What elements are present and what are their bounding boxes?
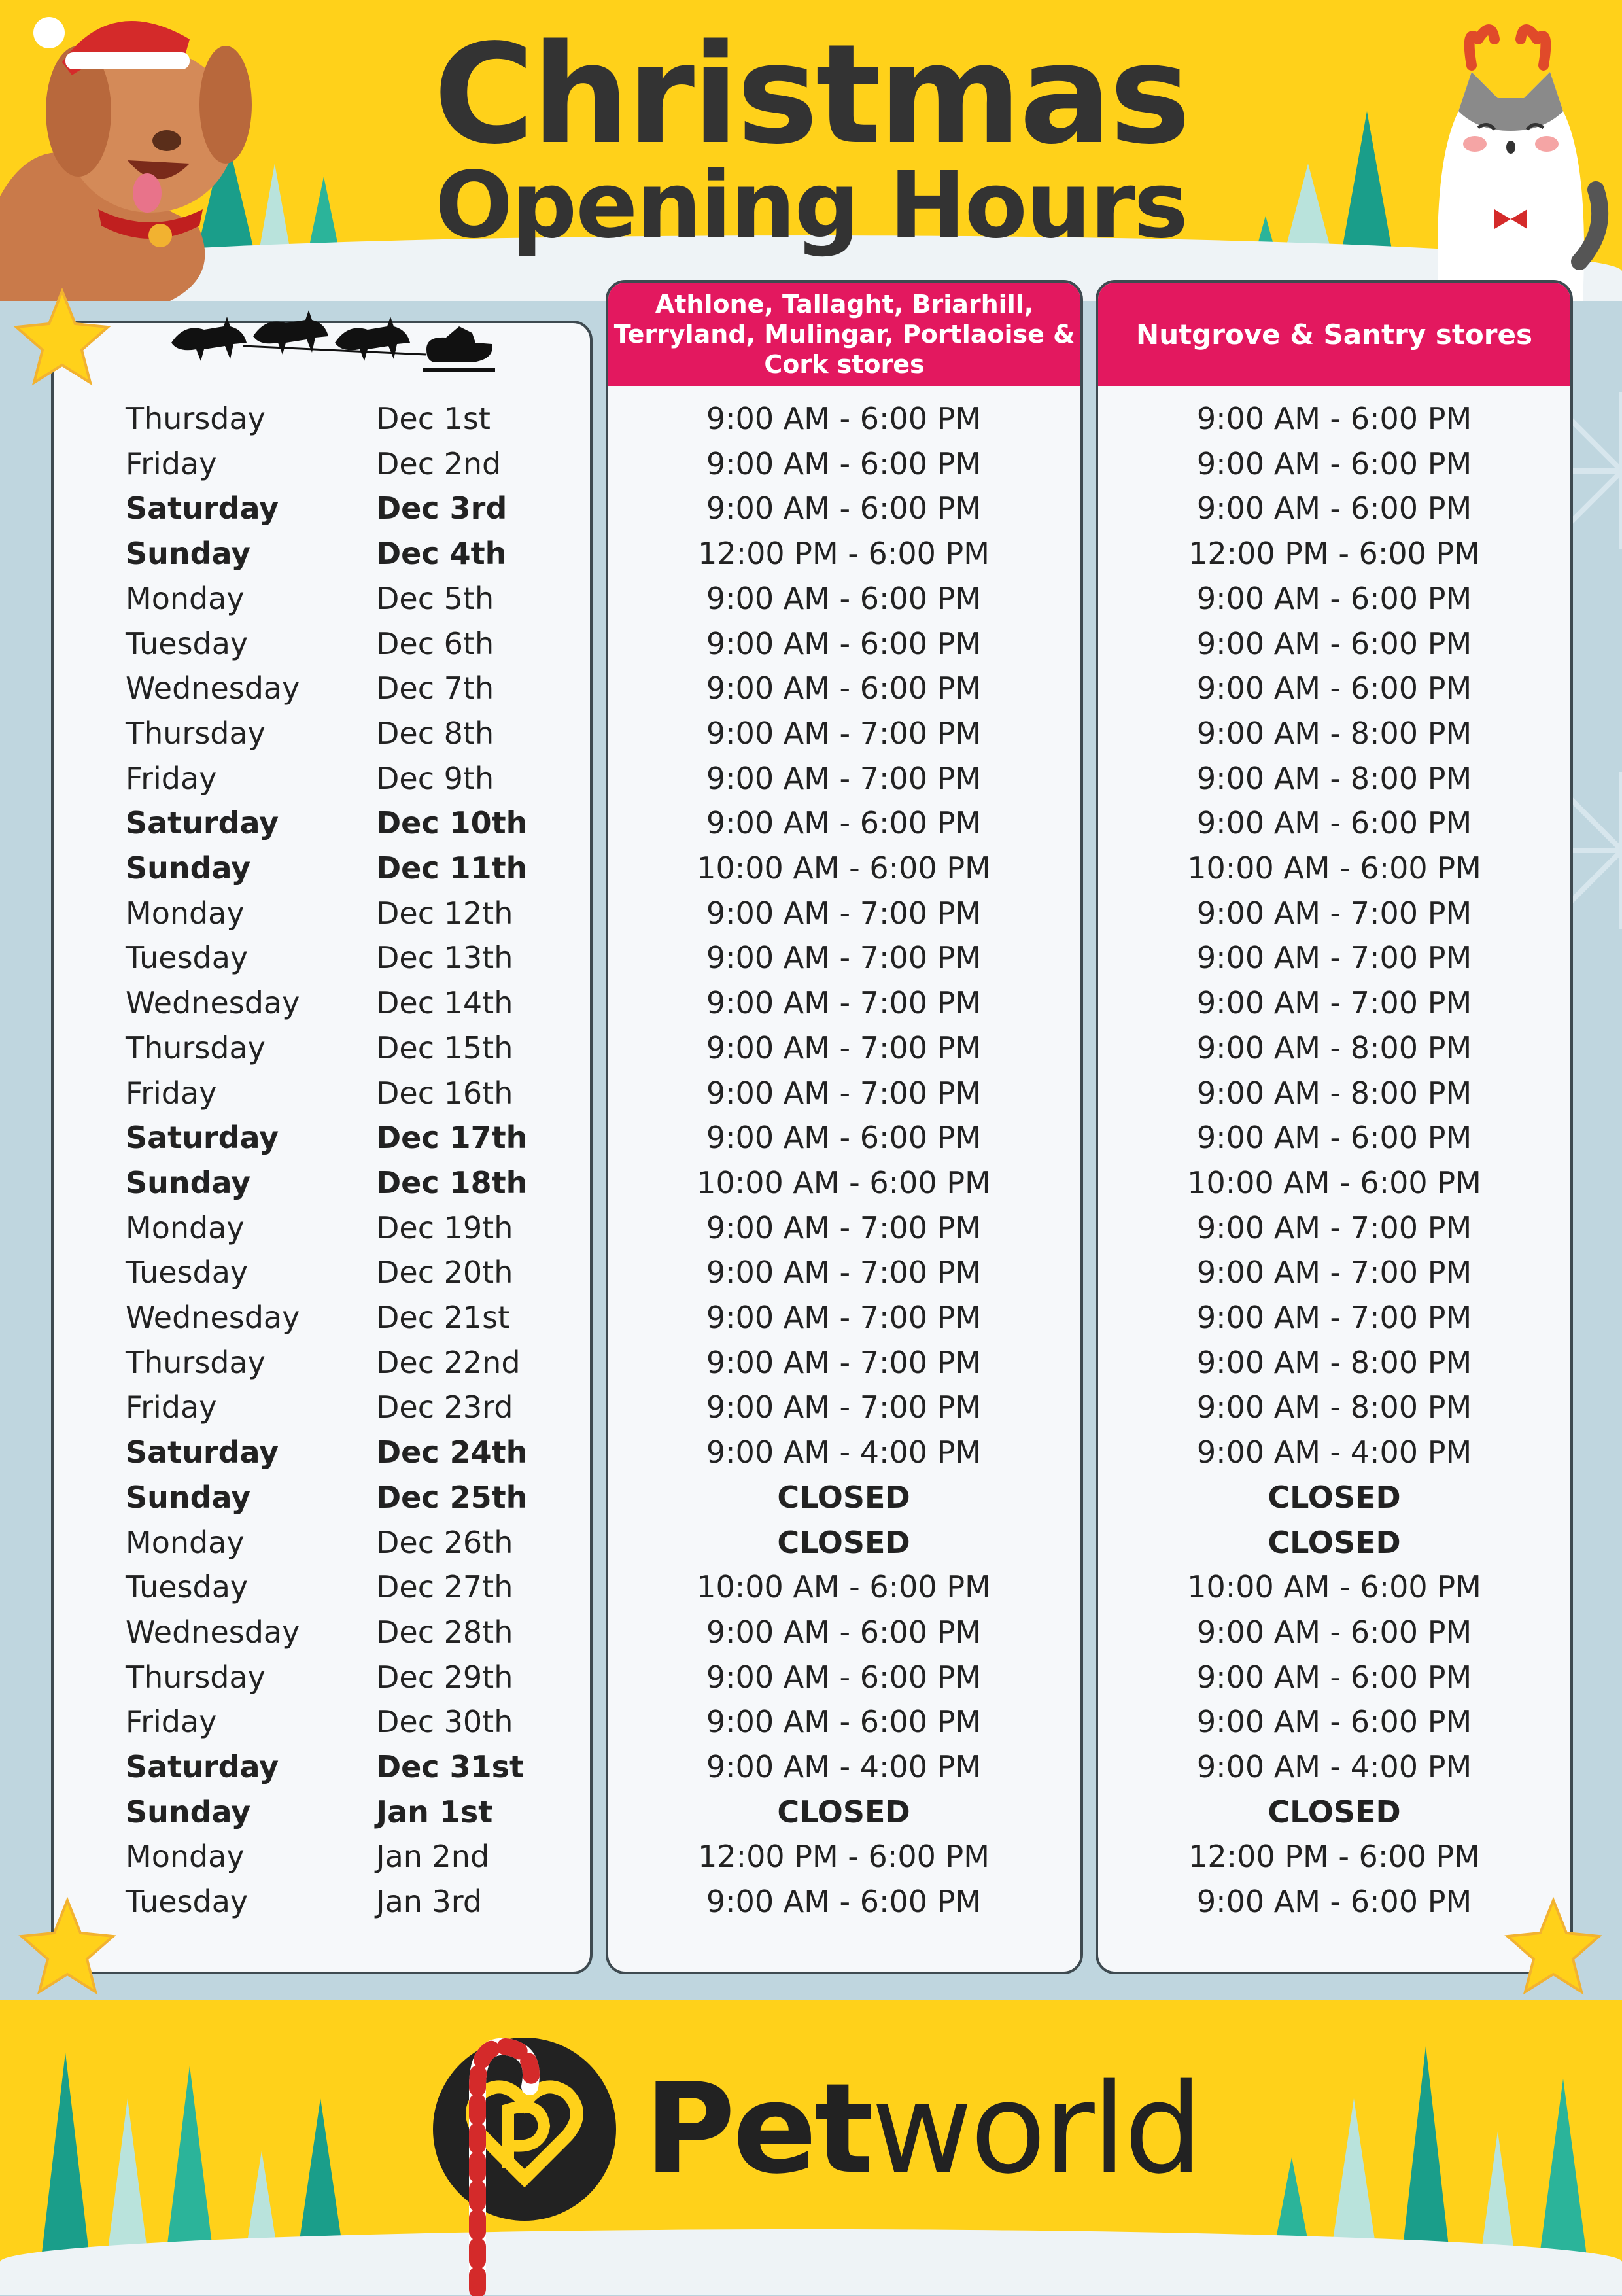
date-label: Dec 7th xyxy=(376,670,494,706)
snow-bank xyxy=(0,2229,1622,2295)
date-label: Jan 3rd xyxy=(376,1884,483,1920)
schedule-row xyxy=(0,1160,1622,1205)
date-label: Dec 30th xyxy=(376,1704,513,1740)
date-label: Jan 2nd xyxy=(376,1839,490,1875)
day-label: Wednesday xyxy=(126,1300,300,1335)
hours-group1: 9:00 AM - 6:00 PM xyxy=(706,1704,982,1740)
header-banner xyxy=(0,0,1622,301)
date-label: Dec 18th xyxy=(376,1164,528,1200)
hours-group2: 9:00 AM - 7:00 PM xyxy=(1196,985,1472,1021)
hours-group2: 9:00 AM - 6:00 PM xyxy=(1196,1884,1472,1920)
hours-group2: 9:00 AM - 6:00 PM xyxy=(1196,491,1472,527)
hours-group1: 9:00 AM - 7:00 PM xyxy=(706,985,982,1021)
hours-group2: 9:00 AM - 6:00 PM xyxy=(1196,625,1472,661)
date-label: Dec 9th xyxy=(376,760,494,796)
day-label: Monday xyxy=(126,895,245,931)
day-label: Saturday xyxy=(126,491,279,527)
day-label: Wednesday xyxy=(126,985,300,1021)
brand-name xyxy=(644,2057,1201,2201)
schedule-row xyxy=(0,890,1622,935)
schedule-row xyxy=(0,1879,1622,1924)
date-label: Dec 16th xyxy=(376,1075,513,1111)
date-label: Dec 11th xyxy=(376,850,528,886)
page-subtitle: Opening Hours xyxy=(435,152,1187,259)
date-label: Dec 1st xyxy=(376,401,491,436)
schedule-row xyxy=(0,1474,1622,1520)
date-label: Dec 26th xyxy=(376,1524,513,1560)
day-label: Friday xyxy=(126,1704,217,1740)
date-label: Dec 21st xyxy=(376,1300,510,1335)
day-label: Sunday xyxy=(126,1794,251,1830)
date-label: Dec 28th xyxy=(376,1614,513,1650)
hours-group1: 9:00 AM - 7:00 PM xyxy=(706,715,982,751)
date-label: Dec 23rd xyxy=(376,1389,513,1425)
day-label: Sunday xyxy=(126,850,251,886)
day-label: Sunday xyxy=(126,1164,251,1200)
day-label: Saturday xyxy=(126,1749,279,1784)
hours-group1: 9:00 AM - 7:00 PM xyxy=(706,1300,982,1335)
cat-with-antlers-icon xyxy=(1413,13,1609,301)
brand-name-part1: Pet xyxy=(644,2057,871,2201)
schedule-row xyxy=(0,621,1622,666)
hours-group1: 10:00 AM - 6:00 PM xyxy=(697,1569,991,1605)
schedule-row xyxy=(0,1249,1622,1295)
hours-group2: 12:00 PM - 6:00 PM xyxy=(1188,1839,1480,1875)
schedule-row xyxy=(0,1699,1622,1744)
date-label: Dec 4th xyxy=(376,536,507,572)
schedule-row xyxy=(0,1070,1622,1115)
hours-group1: 9:00 AM - 7:00 PM xyxy=(706,940,982,976)
day-label: Tuesday xyxy=(126,940,249,976)
hours-group1: 9:00 AM - 6:00 PM xyxy=(706,1120,982,1156)
column-header-group1: Athlone, Tallaght, Briarhill, Terryland, Mulingar, Portlaoise & Cork stores xyxy=(608,283,1080,386)
hours-group1: 9:00 AM - 7:00 PM xyxy=(706,1344,982,1380)
schedule-row xyxy=(0,845,1622,890)
hours-group2: CLOSED xyxy=(1268,1479,1401,1515)
day-label: Monday xyxy=(126,1524,245,1560)
day-label: Friday xyxy=(126,1389,217,1425)
day-label: Tuesday xyxy=(126,625,249,661)
day-label: Thursday xyxy=(126,715,266,751)
schedule-row xyxy=(0,531,1622,576)
day-label: Thursday xyxy=(126,1344,266,1380)
date-label: Dec 6th xyxy=(376,625,494,661)
hours-group1: 12:00 PM - 6:00 PM xyxy=(698,1839,990,1875)
day-label: Sunday xyxy=(126,1479,251,1515)
hours-group2: 9:00 AM - 8:00 PM xyxy=(1196,715,1472,751)
schedule-row xyxy=(0,935,1622,980)
schedule-row xyxy=(0,665,1622,710)
hours-group2: 9:00 AM - 6:00 PM xyxy=(1196,401,1472,436)
schedule-row xyxy=(0,1205,1622,1250)
hours-group2: 9:00 AM - 6:00 PM xyxy=(1196,1704,1472,1740)
date-label: Dec 22nd xyxy=(376,1344,521,1380)
hours-group2: 9:00 AM - 8:00 PM xyxy=(1196,760,1472,796)
hours-group2: 9:00 AM - 8:00 PM xyxy=(1196,1030,1472,1066)
date-label: Dec 25th xyxy=(376,1479,528,1515)
schedule-row xyxy=(0,1654,1622,1699)
schedule-row xyxy=(0,396,1622,441)
schedule-row xyxy=(0,980,1622,1025)
date-label: Dec 27th xyxy=(376,1569,513,1605)
day-label: Wednesday xyxy=(126,1614,300,1650)
day-label: Tuesday xyxy=(126,1569,249,1605)
schedule-row xyxy=(0,1834,1622,1879)
day-label: Friday xyxy=(126,760,217,796)
hours-group2: CLOSED xyxy=(1268,1524,1401,1560)
hours-group1: 9:00 AM - 4:00 PM xyxy=(706,1749,982,1784)
schedule-row xyxy=(0,576,1622,621)
schedule-row xyxy=(0,1025,1622,1070)
page-title: Christmas xyxy=(433,14,1189,175)
date-label: Dec 24th xyxy=(376,1435,528,1470)
day-label: Tuesday xyxy=(126,1255,249,1291)
hours-group2: 9:00 AM - 6:00 PM xyxy=(1196,805,1472,841)
hours-group2: 9:00 AM - 8:00 PM xyxy=(1196,1075,1472,1111)
hours-group1: 9:00 AM - 4:00 PM xyxy=(706,1435,982,1470)
date-label: Dec 19th xyxy=(376,1209,513,1245)
day-label: Thursday xyxy=(126,401,266,436)
date-label: Dec 17th xyxy=(376,1120,528,1156)
day-label: Saturday xyxy=(126,1435,279,1470)
hours-group2: 9:00 AM - 6:00 PM xyxy=(1196,1120,1472,1156)
schedule-row xyxy=(0,1429,1622,1474)
candy-cane-icon xyxy=(438,2021,543,2296)
day-label: Monday xyxy=(126,1209,245,1245)
date-label: Dec 29th xyxy=(376,1659,513,1695)
schedule-row xyxy=(0,800,1622,845)
date-label: Dec 20th xyxy=(376,1255,513,1291)
hours-group2: 10:00 AM - 6:00 PM xyxy=(1187,1569,1481,1605)
hours-group2: 9:00 AM - 6:00 PM xyxy=(1196,445,1472,481)
schedule-row xyxy=(0,1384,1622,1429)
hours-group1: 9:00 AM - 6:00 PM xyxy=(706,491,982,527)
hours-group1: CLOSED xyxy=(777,1479,910,1515)
hours-group1: 9:00 AM - 7:00 PM xyxy=(706,1075,982,1111)
hours-group2: 12:00 PM - 6:00 PM xyxy=(1188,536,1480,572)
schedule-row xyxy=(0,1744,1622,1789)
hours-group2: 9:00 AM - 7:00 PM xyxy=(1196,1300,1472,1335)
hours-group2: CLOSED xyxy=(1268,1794,1401,1830)
day-label: Friday xyxy=(126,1075,217,1111)
hours-group2: 9:00 AM - 6:00 PM xyxy=(1196,1614,1472,1650)
schedule-row xyxy=(0,441,1622,486)
schedule-row xyxy=(0,710,1622,756)
hours-group1: 12:00 PM - 6:00 PM xyxy=(698,536,990,572)
hours-group1: CLOSED xyxy=(777,1794,910,1830)
hours-group1: 10:00 AM - 6:00 PM xyxy=(697,850,991,886)
date-label: Dec 14th xyxy=(376,985,513,1021)
date-label: Jan 1st xyxy=(376,1794,493,1830)
day-label: Saturday xyxy=(126,1120,279,1156)
santa-sleigh-icon xyxy=(165,297,505,382)
hours-group2: 10:00 AM - 6:00 PM xyxy=(1187,1164,1481,1200)
hours-group1: 9:00 AM - 6:00 PM xyxy=(706,1884,982,1920)
date-label: Dec 2nd xyxy=(376,445,502,481)
hours-group1: 9:00 AM - 6:00 PM xyxy=(706,401,982,436)
hours-group2: 9:00 AM - 7:00 PM xyxy=(1196,1255,1472,1291)
hours-group2: 9:00 AM - 7:00 PM xyxy=(1196,1209,1472,1245)
schedule-row xyxy=(0,1295,1622,1340)
schedule-row xyxy=(0,1609,1622,1654)
date-label: Dec 8th xyxy=(376,715,494,751)
dog-with-santa-hat-icon xyxy=(0,0,262,307)
day-label: Saturday xyxy=(126,805,279,841)
star-icon xyxy=(13,288,111,386)
hours-group1: 9:00 AM - 7:00 PM xyxy=(706,895,982,931)
day-label: Tuesday xyxy=(126,1884,249,1920)
hours-group2: 9:00 AM - 7:00 PM xyxy=(1196,940,1472,976)
day-label: Thursday xyxy=(126,1030,266,1066)
hours-group2: 9:00 AM - 6:00 PM xyxy=(1196,1659,1472,1695)
hours-group2: 9:00 AM - 8:00 PM xyxy=(1196,1389,1472,1425)
day-label: Monday xyxy=(126,580,245,616)
day-label: Wednesday xyxy=(126,670,300,706)
date-label: Dec 12th xyxy=(376,895,513,931)
hours-group1: 9:00 AM - 6:00 PM xyxy=(706,805,982,841)
day-label: Friday xyxy=(126,445,217,481)
schedule-row xyxy=(0,485,1622,531)
hours-group1: 9:00 AM - 6:00 PM xyxy=(706,580,982,616)
hours-group2: 9:00 AM - 4:00 PM xyxy=(1196,1435,1472,1470)
day-label: Monday xyxy=(126,1839,245,1875)
date-label: Dec 13th xyxy=(376,940,513,976)
hours-group2: 10:00 AM - 6:00 PM xyxy=(1187,850,1481,886)
hours-group1: CLOSED xyxy=(777,1524,910,1560)
hours-group1: 9:00 AM - 7:00 PM xyxy=(706,1255,982,1291)
schedule-row xyxy=(0,756,1622,801)
hours-group1: 9:00 AM - 6:00 PM xyxy=(706,625,982,661)
hours-group2: 9:00 AM - 4:00 PM xyxy=(1196,1749,1472,1784)
date-label: Dec 3rd xyxy=(376,491,508,527)
schedule-row xyxy=(0,1340,1622,1385)
hours-group1: 9:00 AM - 7:00 PM xyxy=(706,1030,982,1066)
schedule-row xyxy=(0,1564,1622,1609)
hours-group1: 9:00 AM - 7:00 PM xyxy=(706,1209,982,1245)
hours-group1: 10:00 AM - 6:00 PM xyxy=(697,1164,991,1200)
hours-group2: 9:00 AM - 8:00 PM xyxy=(1196,1344,1472,1380)
hours-group1: 9:00 AM - 6:00 PM xyxy=(706,1659,982,1695)
hours-group1: 9:00 AM - 7:00 PM xyxy=(706,1389,982,1425)
column-header-group2: Nutgrove & Santry stores xyxy=(1098,283,1570,386)
schedule-row xyxy=(0,1520,1622,1565)
hours-group1: 9:00 AM - 6:00 PM xyxy=(706,445,982,481)
day-label: Sunday xyxy=(126,536,251,572)
hours-group2: 9:00 AM - 7:00 PM xyxy=(1196,895,1472,931)
date-label: Dec 10th xyxy=(376,805,528,841)
schedule-row xyxy=(0,1789,1622,1834)
hours-group1: 9:00 AM - 6:00 PM xyxy=(706,1614,982,1650)
hours-group2: 9:00 AM - 6:00 PM xyxy=(1196,670,1472,706)
brand-name-part2: world xyxy=(871,2057,1201,2201)
date-label: Dec 5th xyxy=(376,580,494,616)
schedule-row xyxy=(0,1115,1622,1160)
hours-group1: 9:00 AM - 6:00 PM xyxy=(706,670,982,706)
date-label: Dec 15th xyxy=(376,1030,513,1066)
hours-group1: 9:00 AM - 7:00 PM xyxy=(706,760,982,796)
day-label: Thursday xyxy=(126,1659,266,1695)
date-label: Dec 31st xyxy=(376,1749,525,1784)
hours-group2: 9:00 AM - 6:00 PM xyxy=(1196,580,1472,616)
